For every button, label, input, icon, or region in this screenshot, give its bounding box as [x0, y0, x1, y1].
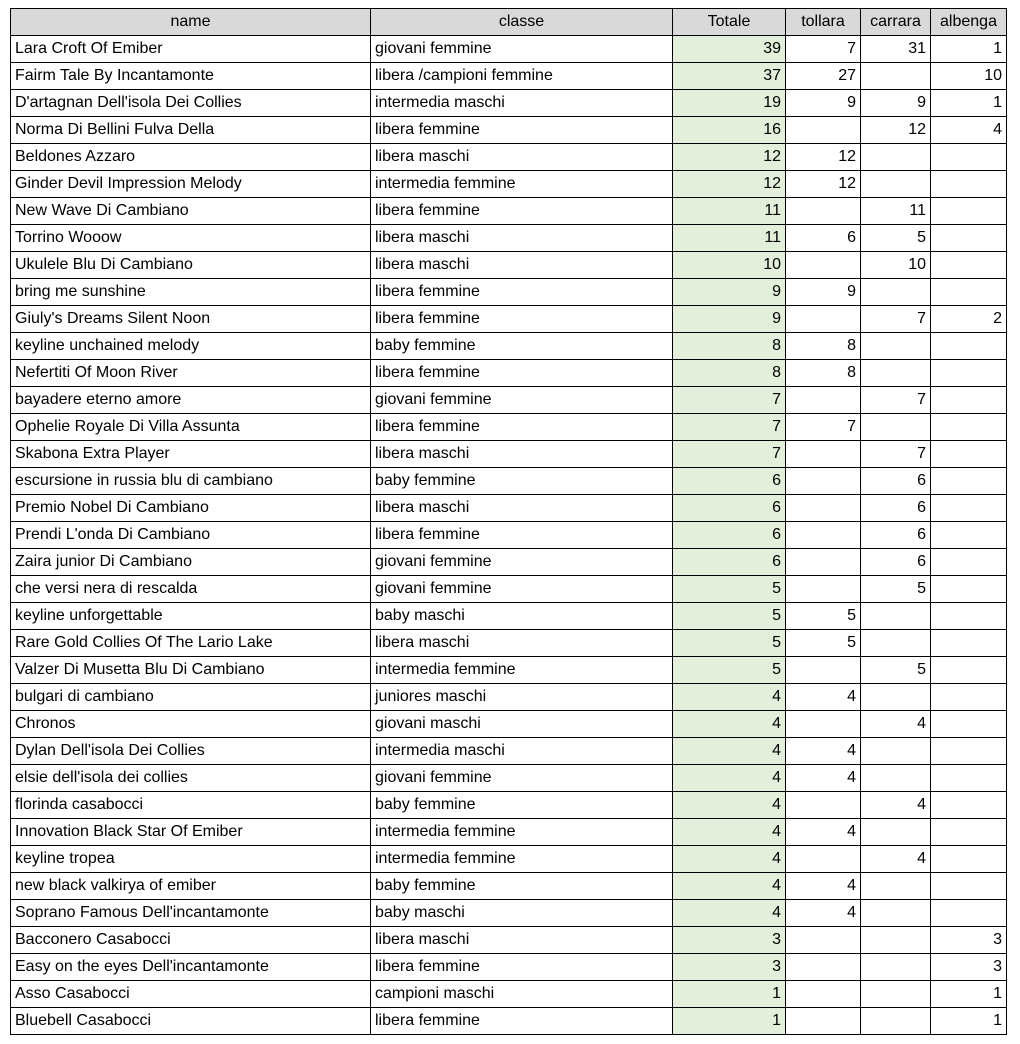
- cell-classe[interactable]: libera femmine: [371, 279, 673, 306]
- cell-classe[interactable]: baby femmine: [371, 468, 673, 495]
- cell-tollara[interactable]: 4: [786, 900, 861, 927]
- cell-tollara[interactable]: 8: [786, 333, 861, 360]
- cell-carrara[interactable]: [861, 927, 931, 954]
- cell-totale[interactable]: 8: [673, 333, 786, 360]
- table-row: [11, 522, 1007, 549]
- cell-name[interactable]: Lara Croft Of Emiber: [11, 36, 371, 63]
- cell-albenga[interactable]: [931, 441, 1007, 468]
- cell-classe[interactable]: baby femmine: [371, 792, 673, 819]
- table-row: [11, 333, 1007, 360]
- cell-classe[interactable]: libera femmine: [371, 414, 673, 441]
- cell-name[interactable]: Ophelie Royale Di Villa Assunta: [11, 414, 371, 441]
- cell-name[interactable]: Prendi L'onda Di Cambiano: [11, 522, 371, 549]
- cell-totale[interactable]: 11: [673, 225, 786, 252]
- cell-albenga[interactable]: [931, 522, 1007, 549]
- cell-tollara[interactable]: [786, 711, 861, 738]
- cell-classe[interactable]: baby femmine: [371, 873, 673, 900]
- cell-carrara[interactable]: [861, 603, 931, 630]
- cell-carrara[interactable]: [861, 279, 931, 306]
- cell-totale[interactable]: 8: [673, 360, 786, 387]
- cell-carrara[interactable]: 4: [861, 846, 931, 873]
- cell-albenga[interactable]: [931, 630, 1007, 657]
- cell-carrara[interactable]: [861, 981, 931, 1008]
- cell-classe[interactable]: libera maschi: [371, 441, 673, 468]
- cell-albenga[interactable]: [931, 144, 1007, 171]
- cell-classe[interactable]: libera maschi: [371, 225, 673, 252]
- cell-tollara[interactable]: 9: [786, 90, 861, 117]
- cell-classe[interactable]: libera maschi: [371, 144, 673, 171]
- table-row: [11, 900, 1007, 927]
- cell-name[interactable]: bulgari di cambiano: [11, 684, 371, 711]
- cell-carrara[interactable]: 4: [861, 792, 931, 819]
- cell-tollara[interactable]: [786, 846, 861, 873]
- table-row: [11, 657, 1007, 684]
- cell-tollara[interactable]: [786, 522, 861, 549]
- cell-name[interactable]: New Wave Di Cambiano: [11, 198, 371, 225]
- cell-tollara[interactable]: [786, 954, 861, 981]
- cell-totale[interactable]: 11: [673, 198, 786, 225]
- cell-totale[interactable]: 6: [673, 522, 786, 549]
- table-row: [11, 630, 1007, 657]
- cell-carrara[interactable]: [861, 63, 931, 90]
- cell-name[interactable]: Norma Di Bellini Fulva Della: [11, 117, 371, 144]
- cell-carrara[interactable]: 7: [861, 306, 931, 333]
- cell-name[interactable]: D'artagnan Dell'isola Dei Collies: [11, 90, 371, 117]
- cell-classe[interactable]: baby maschi: [371, 900, 673, 927]
- cell-name[interactable]: Premio Nobel Di Cambiano: [11, 495, 371, 522]
- cell-albenga[interactable]: [931, 279, 1007, 306]
- results-table: [10, 8, 1007, 1035]
- cell-classe[interactable]: intermedia femmine: [371, 819, 673, 846]
- cell-totale[interactable]: 3: [673, 927, 786, 954]
- header-carrara[interactable]: carrara: [861, 9, 931, 36]
- cell-name[interactable]: Zaira junior Di Cambiano: [11, 549, 371, 576]
- cell-carrara[interactable]: 6: [861, 495, 931, 522]
- cell-totale[interactable]: 7: [673, 387, 786, 414]
- cell-totale[interactable]: 4: [673, 765, 786, 792]
- cell-totale[interactable]: 5: [673, 657, 786, 684]
- table-row: [11, 927, 1007, 954]
- cell-albenga[interactable]: 1: [931, 981, 1007, 1008]
- cell-albenga[interactable]: [931, 711, 1007, 738]
- cell-name[interactable]: Rare Gold Collies Of The Lario Lake: [11, 630, 371, 657]
- cell-albenga[interactable]: [931, 333, 1007, 360]
- cell-name[interactable]: Skabona Extra Player: [11, 441, 371, 468]
- cell-classe[interactable]: libera femmine: [371, 954, 673, 981]
- header-tollara[interactable]: tollara: [786, 9, 861, 36]
- cell-name[interactable]: Ginder Devil Impression Melody: [11, 171, 371, 198]
- table-row: [11, 63, 1007, 90]
- cell-albenga[interactable]: [931, 603, 1007, 630]
- cell-name[interactable]: Easy on the eyes Dell'incantamonte: [11, 954, 371, 981]
- cell-tollara[interactable]: [786, 927, 861, 954]
- cell-name[interactable]: keyline unforgettable: [11, 603, 371, 630]
- cell-carrara[interactable]: [861, 1008, 931, 1035]
- cell-name[interactable]: bring me sunshine: [11, 279, 371, 306]
- table-row: [11, 603, 1007, 630]
- cell-carrara[interactable]: 7: [861, 387, 931, 414]
- cell-carrara[interactable]: [861, 333, 931, 360]
- cell-name[interactable]: Soprano Famous Dell'incantamonte: [11, 900, 371, 927]
- cell-totale[interactable]: 4: [673, 819, 786, 846]
- cell-totale[interactable]: 3: [673, 954, 786, 981]
- cell-classe[interactable]: libera femmine: [371, 360, 673, 387]
- cell-tollara[interactable]: [786, 441, 861, 468]
- cell-tollara[interactable]: 7: [786, 414, 861, 441]
- cell-totale[interactable]: 1: [673, 1008, 786, 1035]
- table-row: [11, 792, 1007, 819]
- cell-albenga[interactable]: 1: [931, 1008, 1007, 1035]
- table-row: [11, 846, 1007, 873]
- cell-totale[interactable]: 12: [673, 171, 786, 198]
- cell-name[interactable]: Giuly's Dreams Silent Noon: [11, 306, 371, 333]
- cell-classe[interactable]: baby maschi: [371, 603, 673, 630]
- table-row: [11, 36, 1007, 63]
- cell-tollara[interactable]: 9: [786, 279, 861, 306]
- cell-totale[interactable]: 5: [673, 630, 786, 657]
- cell-totale[interactable]: 4: [673, 900, 786, 927]
- cell-classe[interactable]: libera maschi: [371, 927, 673, 954]
- cell-carrara[interactable]: 4: [861, 711, 931, 738]
- table-row: [11, 576, 1007, 603]
- header-totale[interactable]: Totale: [673, 9, 786, 36]
- cell-classe[interactable]: libera /campioni femmine: [371, 63, 673, 90]
- cell-name[interactable]: Nefertiti Of Moon River: [11, 360, 371, 387]
- cell-totale[interactable]: 9: [673, 279, 786, 306]
- cell-carrara[interactable]: 31: [861, 36, 931, 63]
- cell-tollara[interactable]: 5: [786, 603, 861, 630]
- cell-albenga[interactable]: [931, 387, 1007, 414]
- cell-tollara[interactable]: [786, 306, 861, 333]
- cell-albenga[interactable]: [931, 792, 1007, 819]
- cell-name[interactable]: che versi nera di rescalda: [11, 576, 371, 603]
- cell-tollara[interactable]: [786, 468, 861, 495]
- cell-carrara[interactable]: 5: [861, 225, 931, 252]
- cell-name[interactable]: Ukulele Blu Di Cambiano: [11, 252, 371, 279]
- cell-name[interactable]: Dylan Dell'isola Dei Collies: [11, 738, 371, 765]
- cell-totale[interactable]: 12: [673, 144, 786, 171]
- cell-totale[interactable]: 9: [673, 306, 786, 333]
- table-row: [11, 1008, 1007, 1035]
- cell-classe[interactable]: giovani femmine: [371, 576, 673, 603]
- cell-classe[interactable]: libera maschi: [371, 495, 673, 522]
- cell-albenga[interactable]: [931, 684, 1007, 711]
- cell-albenga[interactable]: [931, 414, 1007, 441]
- table-row: [11, 495, 1007, 522]
- cell-tollara[interactable]: [786, 549, 861, 576]
- cell-tollara[interactable]: 12: [786, 171, 861, 198]
- cell-carrara[interactable]: [861, 414, 931, 441]
- cell-carrara[interactable]: [861, 684, 931, 711]
- cell-totale[interactable]: 4: [673, 684, 786, 711]
- cell-carrara[interactable]: [861, 765, 931, 792]
- table-row: [11, 252, 1007, 279]
- cell-classe[interactable]: libera femmine: [371, 198, 673, 225]
- table-row: [11, 873, 1007, 900]
- cell-classe[interactable]: intermedia femmine: [371, 657, 673, 684]
- cell-name[interactable]: keyline tropea: [11, 846, 371, 873]
- cell-classe[interactable]: libera femmine: [371, 306, 673, 333]
- cell-carrara[interactable]: [861, 144, 931, 171]
- cell-carrara[interactable]: [861, 954, 931, 981]
- cell-classe[interactable]: giovani maschi: [371, 711, 673, 738]
- cell-carrara[interactable]: [861, 819, 931, 846]
- cell-name[interactable]: Valzer Di Musetta Blu Di Cambiano: [11, 657, 371, 684]
- table-row: [11, 765, 1007, 792]
- cell-name[interactable]: escursione in russia blu di cambiano: [11, 468, 371, 495]
- cell-albenga[interactable]: [931, 576, 1007, 603]
- table-row: [11, 549, 1007, 576]
- cell-name[interactable]: new black valkirya of emiber: [11, 873, 371, 900]
- table-row: [11, 90, 1007, 117]
- cell-tollara[interactable]: [786, 117, 861, 144]
- table-row: [11, 306, 1007, 333]
- cell-albenga[interactable]: [931, 819, 1007, 846]
- cell-totale[interactable]: 7: [673, 441, 786, 468]
- cell-totale[interactable]: 37: [673, 63, 786, 90]
- cell-name[interactable]: Fairm Tale By Incantamonte: [11, 63, 371, 90]
- header-row: [11, 9, 1007, 36]
- cell-totale[interactable]: 4: [673, 792, 786, 819]
- cell-albenga[interactable]: 1: [931, 90, 1007, 117]
- cell-classe[interactable]: giovani femmine: [371, 765, 673, 792]
- cell-tollara[interactable]: 4: [786, 684, 861, 711]
- cell-tollara[interactable]: 6: [786, 225, 861, 252]
- cell-classe[interactable]: giovani femmine: [371, 387, 673, 414]
- table-row: [11, 414, 1007, 441]
- cell-albenga[interactable]: 2: [931, 306, 1007, 333]
- table-row: [11, 360, 1007, 387]
- table-row: [11, 171, 1007, 198]
- cell-totale[interactable]: 4: [673, 711, 786, 738]
- table-header: [11, 9, 1007, 36]
- cell-tollara[interactable]: 27: [786, 63, 861, 90]
- cell-albenga[interactable]: [931, 495, 1007, 522]
- table-row: [11, 117, 1007, 144]
- cell-totale[interactable]: 4: [673, 873, 786, 900]
- cell-carrara[interactable]: 6: [861, 549, 931, 576]
- cell-carrara[interactable]: 6: [861, 522, 931, 549]
- cell-name[interactable]: elsie dell'isola dei collies: [11, 765, 371, 792]
- header-name[interactable]: name: [11, 9, 371, 36]
- table-row: [11, 711, 1007, 738]
- cell-albenga[interactable]: 3: [931, 927, 1007, 954]
- cell-albenga[interactable]: [931, 657, 1007, 684]
- cell-albenga[interactable]: [931, 225, 1007, 252]
- cell-albenga[interactable]: 1: [931, 36, 1007, 63]
- cell-totale[interactable]: 5: [673, 576, 786, 603]
- cell-name[interactable]: Innovation Black Star Of Emiber: [11, 819, 371, 846]
- cell-classe[interactable]: intermedia maschi: [371, 738, 673, 765]
- cell-tollara[interactable]: 4: [786, 765, 861, 792]
- cell-carrara[interactable]: 7: [861, 441, 931, 468]
- cell-classe[interactable]: campioni maschi: [371, 981, 673, 1008]
- cell-tollara[interactable]: [786, 387, 861, 414]
- cell-albenga[interactable]: [931, 171, 1007, 198]
- cell-totale[interactable]: 6: [673, 495, 786, 522]
- table-row: [11, 981, 1007, 1008]
- table-row: [11, 441, 1007, 468]
- cell-carrara[interactable]: 5: [861, 576, 931, 603]
- cell-tollara[interactable]: 4: [786, 819, 861, 846]
- table-row: [11, 225, 1007, 252]
- cell-carrara[interactable]: 5: [861, 657, 931, 684]
- cell-carrara[interactable]: 10: [861, 252, 931, 279]
- cell-classe[interactable]: juniores maschi: [371, 684, 673, 711]
- cell-tollara[interactable]: [786, 198, 861, 225]
- cell-tollara[interactable]: 7: [786, 36, 861, 63]
- cell-albenga[interactable]: [931, 873, 1007, 900]
- table-row: [11, 468, 1007, 495]
- header-albenga[interactable]: albenga: [931, 9, 1007, 36]
- cell-classe[interactable]: libera femmine: [371, 1008, 673, 1035]
- cell-name[interactable]: Bacconero Casabocci: [11, 927, 371, 954]
- table-body: [11, 36, 1007, 1035]
- cell-albenga[interactable]: 10: [931, 63, 1007, 90]
- cell-carrara[interactable]: 6: [861, 468, 931, 495]
- cell-carrara[interactable]: [861, 900, 931, 927]
- cell-totale[interactable]: 16: [673, 117, 786, 144]
- cell-classe[interactable]: intermedia femmine: [371, 846, 673, 873]
- table-row: [11, 954, 1007, 981]
- cell-carrara[interactable]: [861, 630, 931, 657]
- cell-classe[interactable]: intermedia maschi: [371, 90, 673, 117]
- cell-albenga[interactable]: [931, 765, 1007, 792]
- cell-name[interactable]: keyline unchained melody: [11, 333, 371, 360]
- cell-tollara[interactable]: [786, 252, 861, 279]
- cell-tollara[interactable]: 4: [786, 738, 861, 765]
- cell-albenga[interactable]: [931, 252, 1007, 279]
- cell-tollara[interactable]: [786, 576, 861, 603]
- cell-classe[interactable]: libera femmine: [371, 117, 673, 144]
- cell-carrara[interactable]: 11: [861, 198, 931, 225]
- cell-carrara[interactable]: [861, 171, 931, 198]
- cell-classe[interactable]: libera maschi: [371, 630, 673, 657]
- cell-name[interactable]: florinda casabocci: [11, 792, 371, 819]
- cell-albenga[interactable]: [931, 360, 1007, 387]
- cell-classe[interactable]: libera maschi: [371, 252, 673, 279]
- cell-name[interactable]: Beldones Azzaro: [11, 144, 371, 171]
- cell-carrara[interactable]: [861, 873, 931, 900]
- cell-classe[interactable]: giovani femmine: [371, 549, 673, 576]
- cell-name[interactable]: Torrino Wooow: [11, 225, 371, 252]
- cell-albenga[interactable]: 3: [931, 954, 1007, 981]
- cell-name[interactable]: Chronos: [11, 711, 371, 738]
- cell-tollara[interactable]: [786, 792, 861, 819]
- cell-albenga[interactable]: [931, 549, 1007, 576]
- cell-tollara[interactable]: [786, 495, 861, 522]
- cell-carrara[interactable]: 9: [861, 90, 931, 117]
- cell-tollara[interactable]: [786, 1008, 861, 1035]
- header-classe[interactable]: classe: [371, 9, 673, 36]
- cell-totale[interactable]: 1: [673, 981, 786, 1008]
- cell-albenga[interactable]: [931, 468, 1007, 495]
- cell-tollara[interactable]: 5: [786, 630, 861, 657]
- cell-carrara[interactable]: [861, 738, 931, 765]
- cell-classe[interactable]: libera femmine: [371, 522, 673, 549]
- cell-carrara[interactable]: [861, 360, 931, 387]
- cell-classe[interactable]: baby femmine: [371, 333, 673, 360]
- cell-tollara[interactable]: 12: [786, 144, 861, 171]
- table-row: [11, 684, 1007, 711]
- table-row: [11, 387, 1007, 414]
- cell-carrara[interactable]: 12: [861, 117, 931, 144]
- table-row: [11, 198, 1007, 225]
- table-row: [11, 279, 1007, 306]
- cell-totale[interactable]: 4: [673, 738, 786, 765]
- cell-name[interactable]: Bluebell Casabocci: [11, 1008, 371, 1035]
- cell-name[interactable]: bayadere eterno amore: [11, 387, 371, 414]
- cell-albenga[interactable]: 4: [931, 117, 1007, 144]
- cell-totale[interactable]: 10: [673, 252, 786, 279]
- cell-totale[interactable]: 6: [673, 468, 786, 495]
- cell-albenga[interactable]: [931, 846, 1007, 873]
- cell-totale[interactable]: 6: [673, 549, 786, 576]
- cell-albenga[interactable]: [931, 900, 1007, 927]
- cell-name[interactable]: Asso Casabocci: [11, 981, 371, 1008]
- table-row: [11, 819, 1007, 846]
- cell-totale[interactable]: 4: [673, 846, 786, 873]
- cell-classe[interactable]: intermedia femmine: [371, 171, 673, 198]
- cell-totale[interactable]: 5: [673, 603, 786, 630]
- cell-albenga[interactable]: [931, 198, 1007, 225]
- cell-tollara[interactable]: 8: [786, 360, 861, 387]
- cell-totale[interactable]: 7: [673, 414, 786, 441]
- cell-tollara[interactable]: [786, 657, 861, 684]
- cell-totale[interactable]: 19: [673, 90, 786, 117]
- cell-classe[interactable]: giovani femmine: [371, 36, 673, 63]
- table-row: [11, 144, 1007, 171]
- cell-albenga[interactable]: [931, 738, 1007, 765]
- cell-tollara[interactable]: 4: [786, 873, 861, 900]
- table-row: [11, 738, 1007, 765]
- cell-tollara[interactable]: [786, 981, 861, 1008]
- cell-totale[interactable]: 39: [673, 36, 786, 63]
